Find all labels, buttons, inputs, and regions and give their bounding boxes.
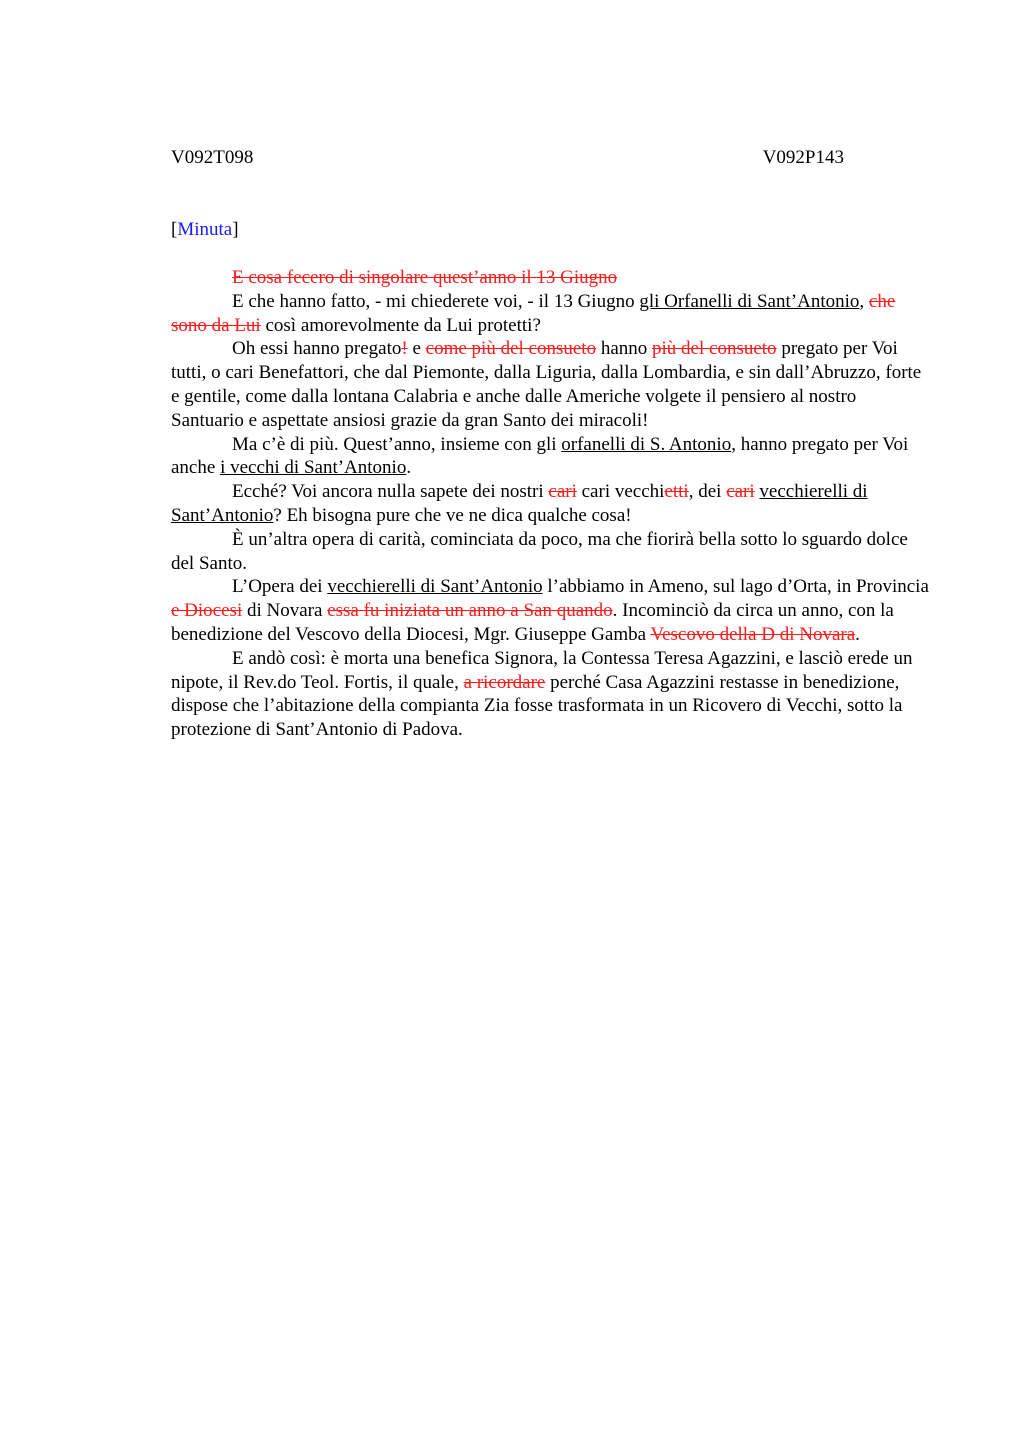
paragraph — [171, 433, 931, 481]
document-code-right: V092P143 — [762, 147, 844, 168]
text-run: di Novara — [242, 600, 328, 622]
deleted-text: più del consueto — [652, 338, 777, 360]
deleted-text: Vescovo della D di Novara — [650, 623, 856, 645]
deleted-text: cari — [548, 481, 577, 503]
text-run: . Incominciò da circa un anno, con la benedizione del Vescovo della Diocesi, Mgr. Giuseppe Gamba — [171, 600, 894, 645]
text-run: e — [407, 338, 426, 360]
text-run: Ma c’è di più. Quest’anno, insieme con gli — [232, 433, 562, 455]
text-run: Ecché? Voi ancora nulla sapete dei nostri — [232, 481, 549, 503]
underlined-text: vecchierelli di Sant’Antonio — [327, 576, 543, 598]
paragraph — [171, 290, 931, 338]
paragraph — [171, 575, 931, 646]
deleted-text: che sono da Lui — [171, 290, 896, 336]
document-code-left: V092T098 — [171, 147, 254, 168]
deleted-text: essa fu iniziata un anno a San quando — [327, 600, 613, 622]
deleted-text: a ricordare — [463, 671, 546, 693]
deleted-text: cari — [726, 481, 755, 503]
paragraph — [171, 337, 931, 432]
draft-label-close-bracket: ] — [232, 219, 239, 240]
text-run: hanno — [596, 338, 653, 360]
deleted-text: come più del consueto — [425, 338, 597, 360]
text-run: E che hanno fatto, - mi chiederete voi, - il 13 Giugno — [232, 290, 640, 312]
draft-label-open-bracket: [ — [171, 219, 178, 240]
text-run: pregato per Voi tutti, o cari Benefattori, che dal Piemonte, dalla Liguria, dalla Lombardia, e sin dall’Abruzzo, forte e gentile, come dalla lontana Calabria e anche dalle Americhe volgete il pensiero al nostro Santuario e aspettate ansiosi grazie da gran Santo dei miracoli! — [171, 338, 922, 431]
paragraph — [171, 480, 931, 528]
underlined-text: gli Orfanelli di Sant’Antonio — [639, 290, 860, 312]
underlined-text: orfanelli di S. Antonio — [561, 433, 732, 455]
text-run: ? Eh bisogna pure che ve ne dica qualche cosa! — [273, 504, 632, 526]
text-run: perché Casa Agazzini restasse in benedizione, dispose che l’abitazione della compianta Zia fosse trasformata in un Ricovero di Vecchi, sotto la protezione di Sant’Antonio di Padova. — [171, 671, 903, 741]
text-run: . — [406, 457, 412, 479]
text-run: , hanno pregato per Voi anche — [171, 433, 909, 479]
underlined-text: vecchierelli di Sant’Antonio — [171, 481, 868, 526]
text-run: così amorevolmente da Lui protetti? — [260, 314, 541, 336]
deleted-text: etti — [664, 481, 689, 503]
deleted-text: ! — [401, 338, 408, 360]
text-run: . — [855, 623, 860, 645]
text-run: E andò così: è morta una benefica Signora, la Contessa Teresa Agazzini, e lasciò erede un nipote, il Rev.do Teol. Fortis, il quale, — [171, 647, 913, 693]
deleted-text: e Diocesi — [171, 600, 243, 622]
paragraph — [171, 528, 931, 576]
paragraph — [171, 647, 931, 742]
deleted-text: E cosa fecero di singolare quest’anno il 13 Giugno — [232, 267, 618, 288]
underlined-text: i vecchi di Sant’Antonio — [220, 457, 407, 479]
text-run: Oh essi hanno pregato — [232, 338, 402, 360]
text-run: È un’altra opera di carità, cominciata da poco, ma che fiorirà bella sotto lo sguardo dolce del Santo. — [171, 528, 908, 574]
text-run: l’abbiamo in Ameno, sul lago d’Orta, in Provincia — [542, 576, 929, 598]
draft-label-text: Minuta — [177, 219, 233, 240]
text-run: L’Opera dei — [232, 576, 328, 598]
text-run: , dei — [688, 481, 727, 503]
document-body — [171, 266, 931, 742]
text-run: , — [859, 290, 869, 312]
text-run: cari vecchi — [576, 481, 665, 503]
paragraph — [171, 266, 931, 290]
draft-label — [171, 218, 239, 242]
